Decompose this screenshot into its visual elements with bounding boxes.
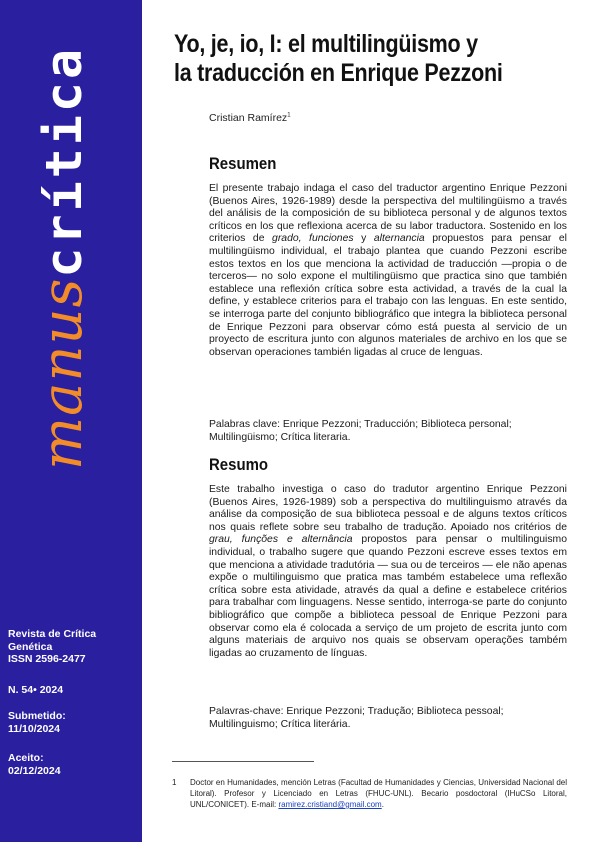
footnote-text: Doctor en Humanidades, mención Letras (Facultad de Humanidades y Ciencias, Universidad Nacional del Litoral). Profesor y Licenciado en Letras (FHUC-UNL). Becario posdoctoral (IHuCSo Litoral, UNL/CONICET). E-mail: <box>190 778 567 809</box>
submitted-label: Submetido: <box>8 710 66 722</box>
article-title <box>174 30 518 88</box>
logo-critica-text: crítica <box>35 45 93 278</box>
accepted-date: 02/12/2024 <box>8 764 61 777</box>
resumo-heading: Resumo <box>209 455 269 474</box>
issue-number: N. 54• 2024 <box>8 684 64 696</box>
submitted-date: 11/10/2024 <box>8 722 60 735</box>
accepted-label: Aceito: <box>8 752 44 764</box>
sidebar <box>0 0 142 842</box>
submitted-info <box>8 710 136 735</box>
journal-logo <box>30 45 110 470</box>
footnote-number: 1 <box>172 778 177 787</box>
footnote-divider <box>172 761 314 762</box>
author-footnote-marker[interactable]: 1 <box>287 112 291 119</box>
resumen-heading: Resumen <box>209 154 277 173</box>
resumen-body <box>209 183 567 359</box>
author-name <box>209 112 291 124</box>
logo-manus-text: manus <box>30 277 95 470</box>
author-text: Cristian Ramírez <box>209 112 288 124</box>
resumen-text-3: propuestos para pensar el multilingüismo individual, el trabajo plantea que cuando Pezzoni escribe estos textos en los que menciona la actividad de traducción —propia o de terceros— no solo expone el multilingüismo que practica sino que también establece una reflexión crítica sobre esta actividad, a través de la cual la define, y establece criterios para el trabajo con las lenguas. En este sentido, se interroga parte del conjunto bibliográfico que integra la biblioteca personal de Enrique Pezzoni para observar cómo está puesta al servicio de un proyecto de escritura junto con algunos materiales de archivo en los que se observan operaciones también ligadas al cruce de lenguas. <box>209 233 567 358</box>
resumo-text-1: Este trabalho investiga o caso do tradutor argentino Enrique Pezzoni (Buenos Aires, 1926-1989) sob a perspectiva do multilinguismo através da análise da composição de sua biblioteca pessoal e de alguns textos críticos nos quais reflete sobre seu trabalho de tradução. Apoiado nos critérios de <box>209 484 567 533</box>
resumo-keywords: Palavras-chave: Enrique Pezzoni; Tradução; Biblioteca pessoal; Multilinguismo; Crítica literária. <box>209 706 504 730</box>
resumen-italic-1: grado, funciones <box>272 233 354 245</box>
resumen-text-1: El presente trabajo indaga el caso del traductor argentino Enrique Pezzoni (Buenos Aires, 1926-1989) desde la perspectiva del multilingüismo a través del análisis de la composición de su biblioteca personal y de algunos textos críticos en los que reflexiona acerca de su labor traductora. Sostenido en los criterios de <box>209 183 567 245</box>
resumo-text-2: propostos para pensar o multilinguismo individual, o trabalho sugere que quando Pezzoni escreve esses textos em que menciona a atividade tradutória — sua ou de terceiros — ele não apenas expõe o multilinguismo que pratica mas também estabelece uma reflexão crítica sobre esta atividade, através da qual a define e estabelece critérios para trabalhar com linguagens. Nesse sentido, interroga-se parte do conjunto bibliográfico que compõe a biblioteca pessoal de Enrique Pezzoni para observar como ela é colocada a serviço de um projeto de escrita junto com alguns materiais de arquivo nos quais se observam operações também ligadas ao cruzamento de línguas. <box>209 534 567 659</box>
author-email-link[interactable]: ramirez.cristiand@gmail.com <box>278 800 382 809</box>
journal-issn: ISSN 2596-2477 <box>8 653 86 665</box>
resumen-italic-2: alternancia <box>373 233 425 245</box>
title-line-2: la traducción en Enrique Pezzoni <box>174 59 503 87</box>
resumen-keywords: Palabras clave: Enrique Pezzoni; Traducción; Biblioteca personal; Multilingüismo; Crítica literaria. <box>209 419 512 443</box>
footnote-end: . <box>381 800 384 809</box>
title-line-1: Yo, je, io, I: el multilingüismo y <box>174 30 478 58</box>
journal-name: Revista de Crítica Genética <box>8 628 97 653</box>
resumen-text-2: y <box>353 233 374 245</box>
journal-info <box>8 628 136 666</box>
accepted-info <box>8 752 136 777</box>
resumo-body <box>209 484 567 660</box>
resumo-italic-1: grau, funções e alternância <box>209 534 353 546</box>
footnote <box>190 777 567 810</box>
